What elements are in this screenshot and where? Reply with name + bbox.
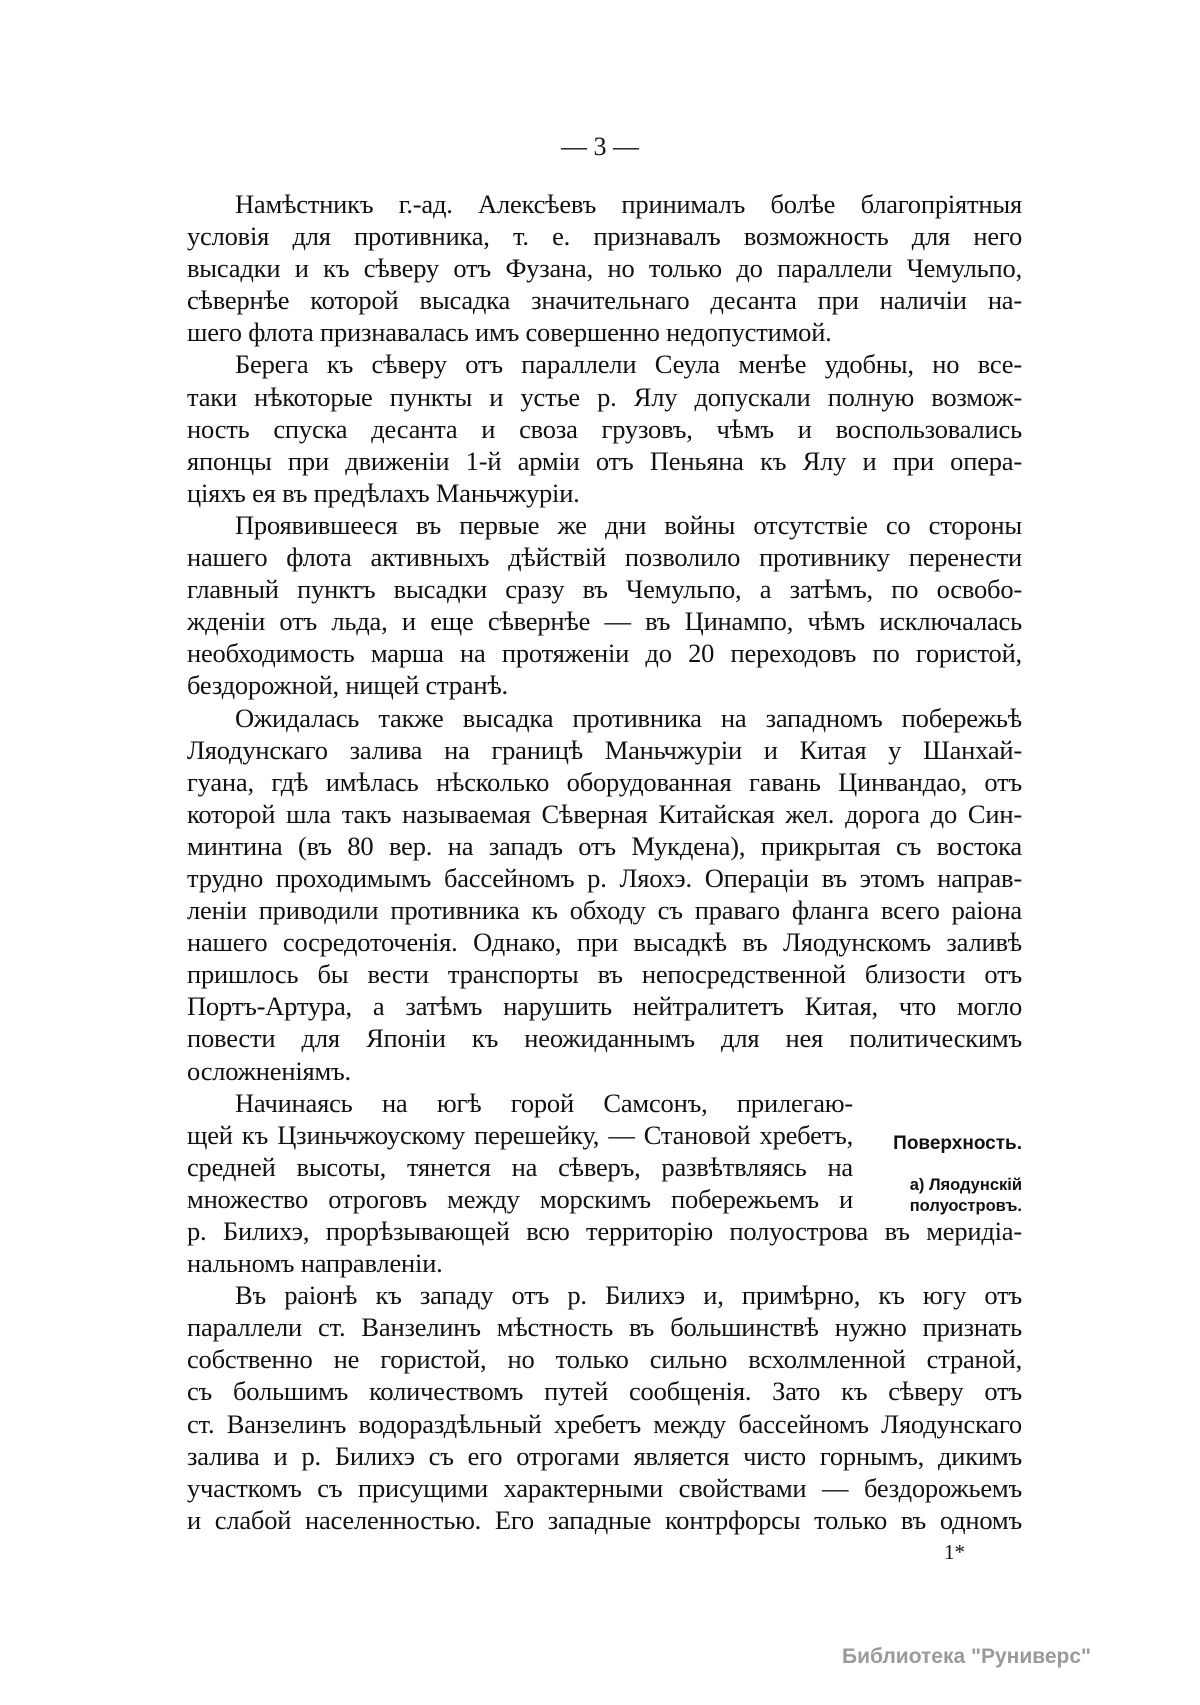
- text-line: трудно проходимымъ бассейномъ р. Ляохэ. Операціи въ этомъ направ-: [187, 862, 1022, 893]
- text-line: и слабой населенностью. Его западные контрфорсы только въ одномъ: [187, 1504, 1022, 1535]
- text-line: пришлось бы вести транспорты въ непосредственной близости отъ: [187, 959, 1022, 990]
- margin-note-line: полуостровъ.: [909, 1197, 1022, 1215]
- text-line: ст. Ванзелинъ водораздѣльный хребетъ между бассейномъ Ляодунскаго: [187, 1408, 1022, 1439]
- library-watermark: Библиотека "Руниверс": [842, 1645, 1092, 1668]
- text-line: Ожидалась также высадка противника на западномъ побережьѣ: [235, 702, 1022, 733]
- signature-mark: 1*: [944, 1540, 965, 1564]
- text-line: ность спуска десанта и своза грузовъ, чѣмъ и воспользовались: [187, 413, 1022, 444]
- text-line: Въ раіонѣ къ западу отъ р. Билихэ и, примѣрно, къ югу отъ: [235, 1280, 1022, 1311]
- text-line: щей къ Цзиньчжоускому перешейку, — Становой хребетъ,: [187, 1119, 853, 1150]
- text-line: высадки и къ сѣверу отъ Фузана, но только до параллели Чемульпо,: [187, 253, 1022, 284]
- text-line: жденіи отъ льда, и еще сѣвернѣе — въ Цинампо, чѣмъ исключалась: [187, 606, 1022, 637]
- text-line: съ большимъ количествомъ путей сообщенія. Зато къ сѣверу отъ: [187, 1376, 1022, 1407]
- text-line: условія для противника, т. е. признавалъ возможность для него: [187, 221, 1022, 252]
- text-line: нальномъ направленіи.: [187, 1248, 443, 1279]
- text-line: Намѣстникъ г.-ад. Алексѣевъ принималъ болѣе благопріятныя: [235, 189, 1022, 219]
- text-line: главный пунктъ высадки сразу въ Чемульпо, а затѣмъ, по освобо-: [187, 574, 1022, 605]
- text-line: собственно не гористой, но только сильно всхолмленной страной,: [187, 1344, 1022, 1375]
- text-line: таки нѣкоторые пункты и устье р. Ялу допускали полную возмож-: [187, 381, 1022, 412]
- text-line: леніи приводили противника къ обходу съ праваго фланга всего раіона: [187, 895, 1022, 926]
- text-line: нашего флота активныхъ дѣйствій позволило противнику перенести: [187, 542, 1022, 573]
- text-line: повести для Японіи къ неожиданнымъ для нея политическимъ: [187, 1023, 1022, 1054]
- paragraph: [187, 348, 1022, 508]
- text-line: ціяхъ ея въ предѣлахъ Маньчжуріи.: [187, 477, 580, 508]
- paragraph: [187, 702, 1022, 1087]
- text-line: сѣвернѣе которой высадка значительнаго десанта при наличіи на-: [187, 285, 1022, 316]
- text-line: гуана, гдѣ имѣлась нѣсколько оборудованная гавань Цинвандао, отъ: [187, 766, 1022, 797]
- text-line: параллели ст. Ванзелинъ мѣстность въ большинствѣ нужно признать: [187, 1312, 1022, 1343]
- text-line: участкомъ съ присущими характерными свойствами — бездорожьемъ: [187, 1472, 1022, 1503]
- paragraph: [187, 1279, 1022, 1536]
- text-line: бездорожной, нищей странѣ.: [187, 670, 508, 701]
- text-line: минтина (въ 80 вер. на западъ отъ Мукдена), прикрытая съ востока: [187, 830, 1022, 861]
- text-line: шего флота признавалась имъ совершенно недопустимой.: [187, 317, 832, 348]
- body-text: [187, 188, 1022, 1536]
- text-line: необходимость марша на протяженіи до 20 переходовъ по гористой,: [187, 638, 1022, 669]
- margin-note-surface: Поверхность.: [893, 1133, 1022, 1154]
- text-line: Портъ-Артура, а затѣмъ нарушить нейтралитетъ Китая, что могло: [187, 991, 1022, 1022]
- text-line: Проявившееся въ первые же дни войны отсутствіе со стороны: [235, 509, 1022, 540]
- text-line: залива и р. Билихэ съ его отрогами является чисто горнымъ, дикимъ: [187, 1440, 1022, 1471]
- text-line: осложненіямъ.: [187, 1055, 351, 1086]
- text-line: японцы при движеніи 1-й арміи отъ Пеньяна къ Ялу и при опера-: [187, 445, 1022, 476]
- paragraph: [187, 188, 1022, 348]
- text-line: Ляодунскаго залива на границѣ Маньчжуріи и Китая у Шанхай-: [187, 734, 1022, 765]
- page-number: — 3 —: [561, 132, 639, 161]
- margin-note-liaodong-peninsula: [860, 1175, 1022, 1217]
- margin-note-line: а) Ляодунскій: [909, 1176, 1022, 1194]
- text-line: множество отроговъ между морскимъ побережьемъ и: [187, 1183, 853, 1214]
- text-line: которой шла такъ называемая Сѣверная Китайская жел. дорога до Син-: [187, 798, 1022, 829]
- text-line: Начинаясь на югѣ горой Самсонъ, прилегаю-: [235, 1087, 853, 1118]
- paragraph: [187, 509, 1022, 702]
- text-line: Берега къ сѣверу отъ параллели Сеула менѣе удобны, но все-: [235, 349, 1022, 380]
- text-line: нашего сосредоточенія. Однако, при высадкѣ въ Ляодунскомъ заливѣ: [187, 927, 1022, 958]
- text-line: средней высоты, тянется на сѣверъ, развѣтвляясь на: [187, 1151, 853, 1182]
- text-line: р. Билихэ, прорѣзывающей всю территорію полуострова въ меридіа-: [187, 1216, 1022, 1246]
